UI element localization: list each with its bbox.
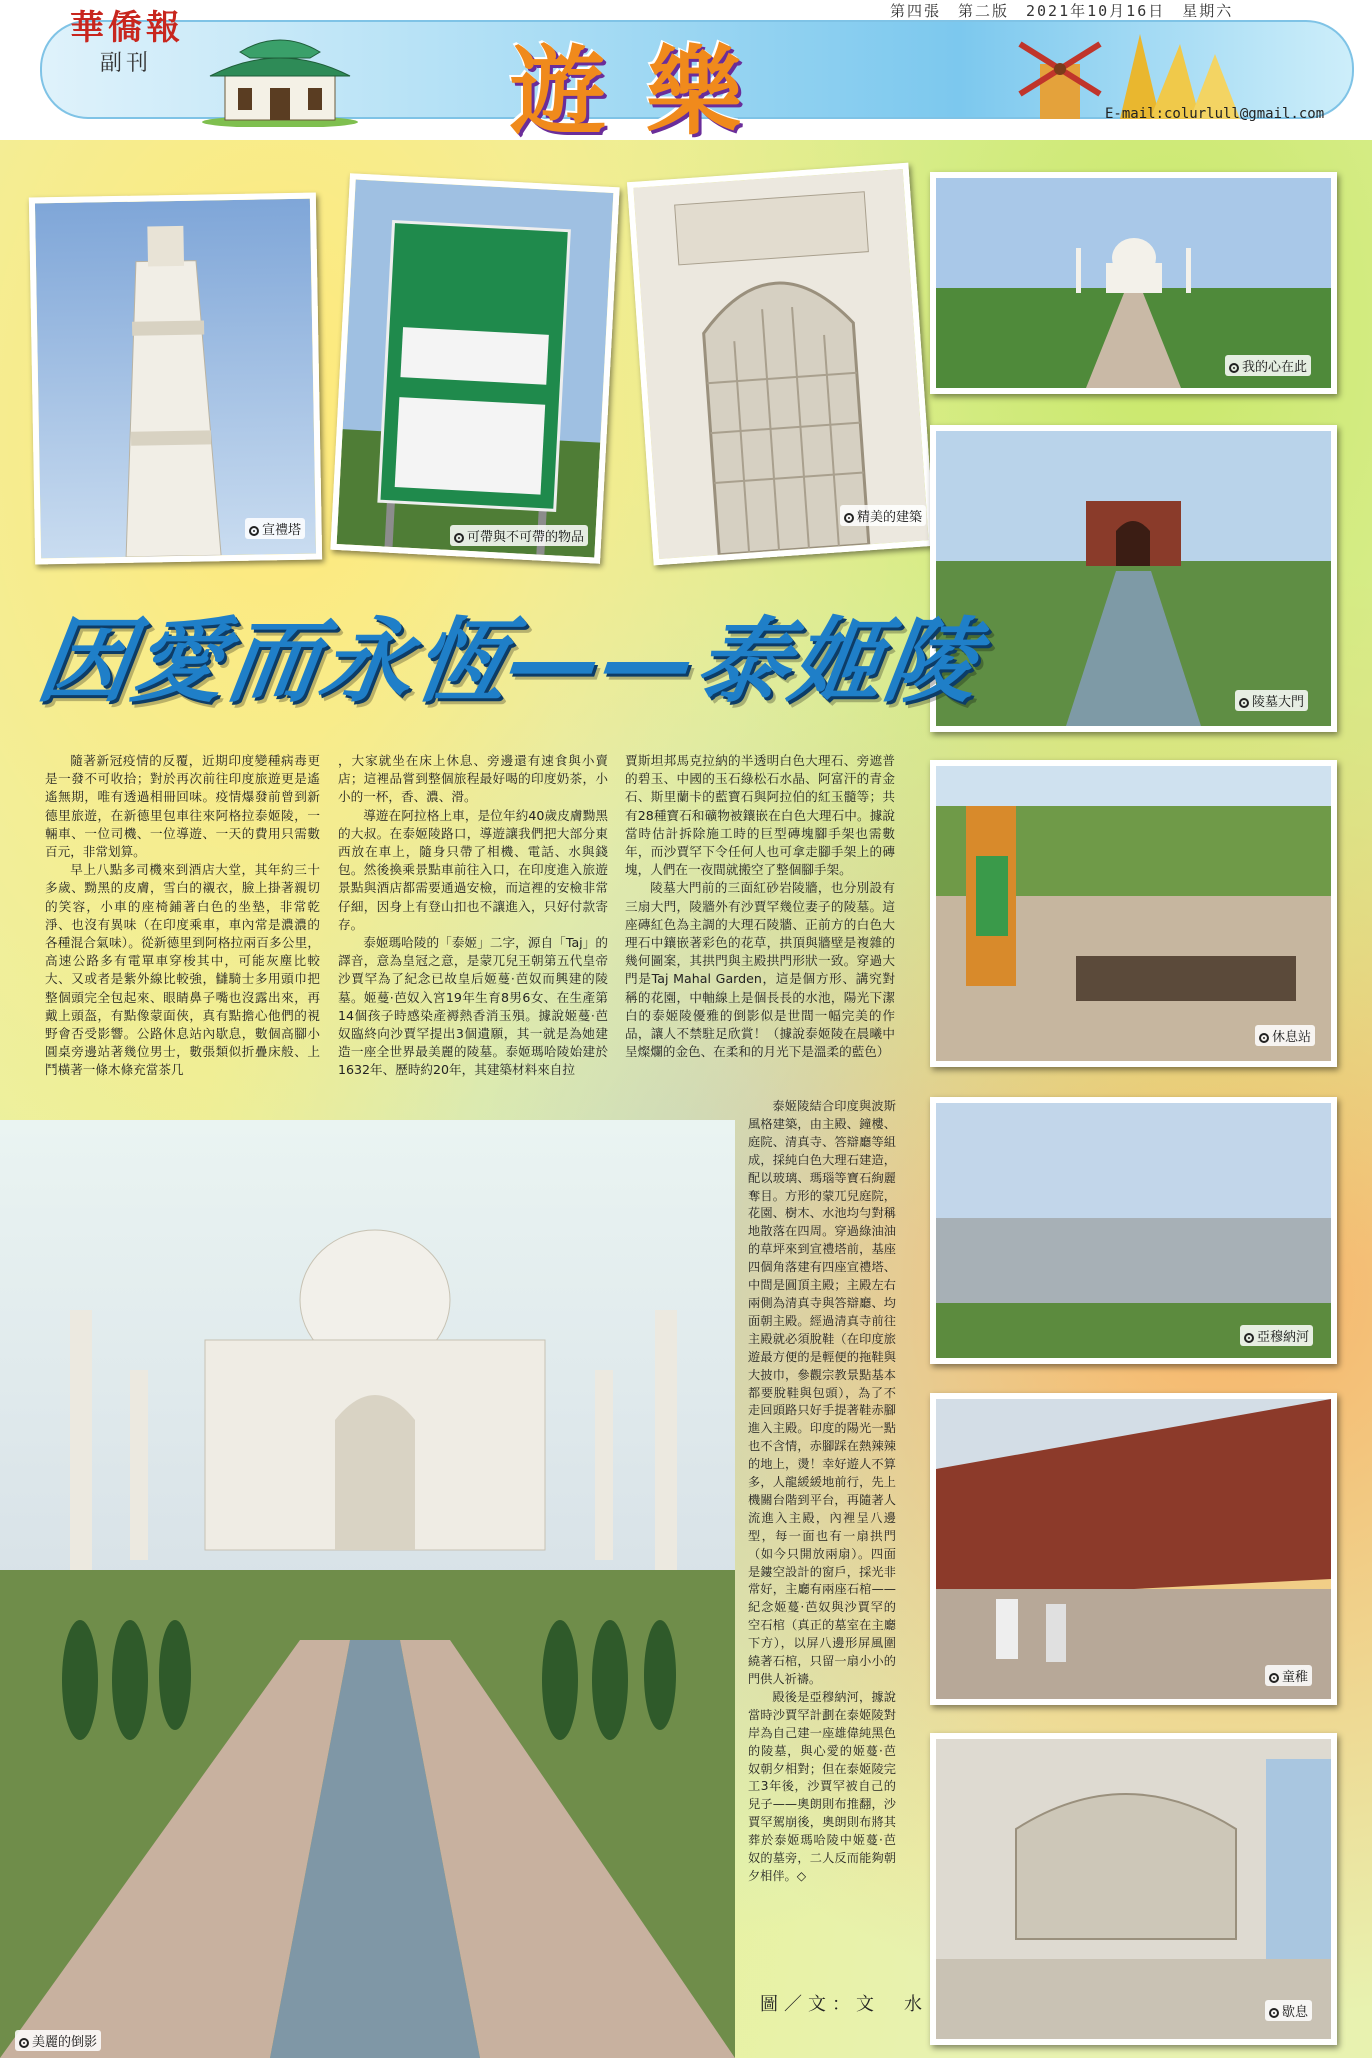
paragraph: 賈斯坦邦馬克拉納的半透明白色大理石、旁遮普的碧玉、中國的玉石綠松石水晶、阿富汗的青金石、斯里蘭卡的藍寶石與阿拉伯的紅玉髓等；共有28種寶石和礦物被鑲嵌在白色大理石中。據說當時估計拆除施工時的巨型磚塊腳手架也需數年，而沙賈罕下令任何人也可拿走腳手架上的磚塊，人們在一夜間就搬空了整個腳手架。 xyxy=(625,753,895,878)
photo-minaret xyxy=(29,193,322,565)
windmill-icon xyxy=(1000,24,1260,119)
publication-name: 華僑報 xyxy=(70,8,184,48)
photo-text-credit: 圖／文：文 水 xyxy=(760,1994,928,2015)
photo-tomb-gate xyxy=(930,425,1337,732)
camera-icon xyxy=(1229,363,1239,373)
caption-heart: 我的心在此 xyxy=(1225,355,1311,376)
paragraph: 導遊在阿拉格上車，是位年約40歲皮膚黝黑的大叔。在泰姬陵路口，導遊讓我們把大部分東西放在車上，隨身只帶了相機、電話、水與錢包。然後換乘景點車前往入口，在印度進入旅遊景點與酒店都需要通過安檢，而這裡的安檢非常仔細，因身上有登山扣也不讓進入，只好付款寄存。 xyxy=(338,807,608,932)
article-column-3 xyxy=(625,752,895,1061)
caption-architecture: 精美的建築 xyxy=(840,505,926,526)
paragraph: 泰姬陵結合印度與波斯風格建築，由主殿、鐘樓、庭院、清真寺、答辯廳等組成，採純白色大理石建造，配以玻璃、瑪瑙等寶石絢麗奪目。方形的蒙兀兒庭院，花園、樹木、水池均勻對稱地散落在四周。穿過綠油油的草坪來到宣禮塔前，基座四個角落建有四座宣禮塔、中間是圓頂主殿；主殿左右兩側為清真寺與答辯廳、均面朝主殿。經過清真寺前往主殿就必須脫鞋（在印度旅遊最方便的是輕便的拖鞋與大披巾，參觀宗教景點基本都要脫鞋與包頭），為了不走回頭路只好手提著鞋赤腳進入主殿。印度的陽光一點也不含情，赤腳踩在熱辣辣的地上，燙！幸好遊人不算多，人龍緩緩地前行，先上機關台階到平台，再隨著人流進入主殿，內裡呈八邊型，每一面也有一扇拱門（如今只開放兩扇）。四面是鏤空設計的窗戶，採光非常好，主廳有兩座石棺——紀念姬蔓·芭奴與沙賈罕的空石棺（真正的墓室在主廳下方），以屏八邊形屏風圍繞著石棺，只留一扇小小的門供人祈禱。 xyxy=(748,1099,896,1686)
headline: 因愛而永恆——泰姬陵 xyxy=(31,608,987,715)
photo-sign xyxy=(330,173,619,564)
paragraph: 早上八點多司機來到酒店大堂，其年約三十多歲、黝黑的皮膚，雪白的襯衣，臉上掛著親切的笑容，小車的座椅鋪著白色的坐墊，非常乾淨、也沒有異味（在印度乘車，車內常是濃濃的各種混合氣味）。從新德里到阿格拉兩百多公里，高速公路多有電單車穿梭其中，可能灰塵比較大、又或者是紫外線比較強，讎騎士多用頭巾把整個頭完全包起來、眼睛鼻子嘴也沒露出來，再戴上頭盔，有點像蒙面俠，真有點擔心他們的視野會否受影響。公路休息站內歇息，數個高腳小圓桌旁邊站著幾位男士，數張類似折疊床般、上鬥橫著一條木條充當茶几 xyxy=(45,862,320,1078)
caption-minaret: 宣禮塔 xyxy=(245,518,305,539)
paragraph: 泰姬瑪哈陵的「泰姬」二字，源自「Taj」的譯音，意為皇冠之意，是蒙兀兒王朝第五代皇帝沙賈罕為了紀念已故皇后姬蔓·芭奴而興建的陵墓。姬蔓·芭奴入宮19年生育8男6女、在生產第14個孩子時感染產褥熱香消玉殞。據說姬蔓·芭奴臨終向沙賈罕提出3個遺願，其一就是為她建造一座全世界最美麗的陵墓。泰姬瑪哈陵始建於1632年、歷時約20年，其建築材料來自拉 xyxy=(338,935,608,1078)
article-column-4 xyxy=(748,1098,896,1886)
caption-rest: 休息站 xyxy=(1255,1025,1315,1046)
paragraph: 殿後是亞穆納河，據說當時沙賈罕計劃在泰姬陵對岸為自己建一座雄偉純黑色的陵墓，與心愛的姬蔓·芭奴朝夕相對；但在泰姬陵完工3年後，沙賈罕被自己的兒子——奧朗則布推翻，沙賈罕駕崩後，奧朗則布將其葬於泰姬瑪哈陵中姬蔓·芭奴的墓旁，二人反而能夠朝夕相伴。◇ xyxy=(748,1689,896,1883)
camera-icon xyxy=(1269,1673,1279,1683)
supplement-label: 副刊 xyxy=(100,51,153,76)
contact-email: E-mail:colurlull@gmail.com xyxy=(1105,106,1325,122)
caption-reflection: 美麗的倒影 xyxy=(15,2030,101,2051)
photo-tomb-rest xyxy=(930,1733,1337,2045)
photo-children xyxy=(930,1393,1337,1705)
paragraph: ，大家就坐在床上休息、旁邊還有速食與小賣店；這裡品嘗到整個旅程最好喝的印度奶茶，小小的一杯，香、濃、滑。 xyxy=(338,753,608,805)
camera-icon xyxy=(1259,1033,1269,1043)
camera-icon xyxy=(1239,698,1249,708)
pavilion-icon xyxy=(200,22,360,127)
camera-icon xyxy=(19,2038,29,2048)
camera-icon xyxy=(844,513,854,523)
article-column-1 xyxy=(45,752,320,1080)
photo-rest-stop xyxy=(930,760,1337,1067)
camera-icon xyxy=(1244,1333,1254,1343)
caption-boy: 童稚 xyxy=(1265,1665,1312,1686)
caption-river: 亞穆納河 xyxy=(1240,1325,1313,1346)
photo-taj-reflection xyxy=(0,1120,735,2058)
camera-icon xyxy=(454,533,464,543)
caption-gate: 陵墓大門 xyxy=(1235,690,1308,711)
paragraph: 陵墓大門前的三面紅砂岩陵牆，也分別設有三扇大門，陵牆外有沙賈罕幾位妻子的陵墓。這座磚紅色為主調的大理石陵牆、正前方的白色大理石中鑲嵌著彩色的花草，拱頂與牆壁是複雜的幾何圖案，其拱門與主殿拱門形狀一致。穿過大門是Taj Mahal Garden，這是個方形、講究對稱的花園，中軸線上是個長長的水池，陽光下潔白的泰姬陵優雅的倒影似是世間一幅完美的作品，讓人不禁駐足欣賞！（據說泰姬陵在晨曦中呈燦爛的金色、在柔和的月光下是溫柔的藍色） xyxy=(625,880,895,1060)
caption-tomb: 歇息 xyxy=(1265,2000,1312,2021)
caption-sign: 可帶與不可帶的物品 xyxy=(450,525,588,546)
camera-icon xyxy=(249,526,259,536)
article-column-2 xyxy=(338,752,608,1080)
section-title: 遊樂 xyxy=(510,35,782,148)
paragraph: 隨著新冠疫情的反覆，近期印度變種病毒更是一發不可收拾；對於再次前往印度旅遊更是遙遙無期，唯有透過相冊回味。疫情爆發前曾到新德里旅遊，在新德里包車往來阿格拉泰姬陵，一輛車、一位司機、一位導遊、一天的費用只需數百元，非常划算。 xyxy=(45,753,320,860)
issue-date-line: 第四張 第二版 2021年10月16日 星期六 xyxy=(890,2,1234,20)
camera-icon xyxy=(1269,2008,1279,2018)
masthead xyxy=(0,0,1372,148)
photo-yamuna-river xyxy=(930,1097,1337,1364)
